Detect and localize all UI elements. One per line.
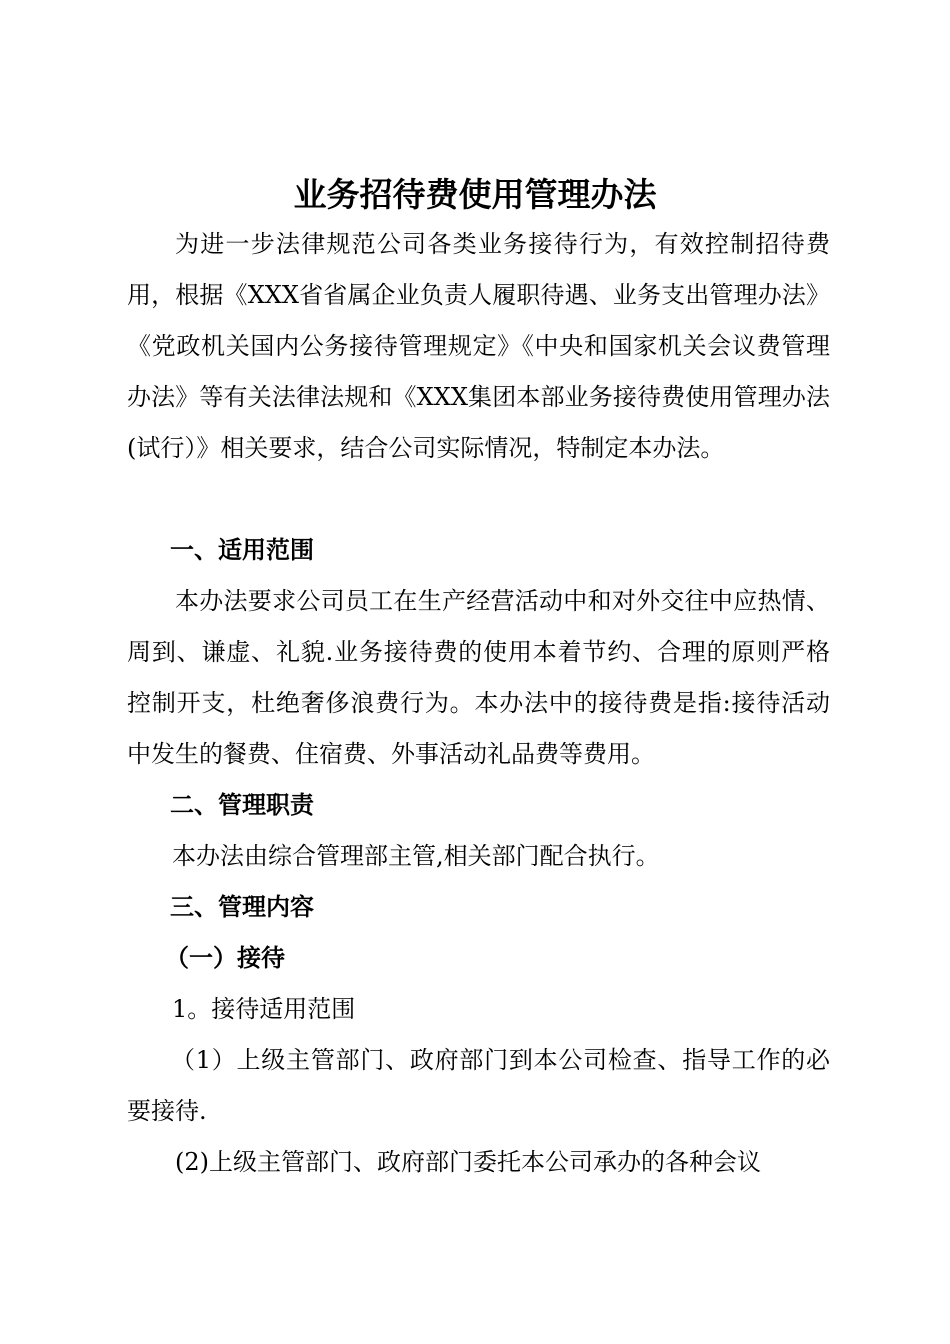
item-1-text: 1。接待适用范围	[172, 995, 356, 1023]
document-title: 业务招待费使用管理办法	[293, 175, 657, 214]
section-3-heading: 三、管理内容	[170, 893, 314, 921]
item-1-1-text: （1）上级主管部门、政府部门到本公司检查、指导工作的必要接待.	[127, 1046, 830, 1125]
section-2-heading: 二、管理职责	[170, 791, 314, 819]
subsection-1-heading: （一）接待	[165, 944, 285, 972]
section-1-heading: 一、适用范围	[170, 536, 314, 564]
section-2-paragraph: 本办法由综合管理部主管,相关部门配合执行。	[172, 842, 660, 870]
intro-paragraph: 为进一步法律规范公司各类业务接待行为，有效控制招待费用，根据《XXX省省属企业负责人履职待遇、业务支出管理办法》《党政机关国内公务接待管理规定》《中央和国家机关会议费管理办法》等有关法律法规和《XXX集团本部业务接待费使用管理办法(试行）》相关要求，结合公司实际情况，特制定本办法。	[127, 230, 830, 462]
section-1-paragraph: 本办法要求公司员工在生产经营活动中和对外交往中应热情、周到、谦虚、礼貌.业务接待费的使用本着节约、合理的原则严格控制开支，杜绝奢侈浪费行为。本办法中的接待费是指:接待活动中发生的餐费、住宿费、外事活动礼品费等费用。	[127, 587, 830, 768]
item-1-2-text: (2)上级主管部门、政府部门委托本公司承办的各种会议	[175, 1148, 761, 1176]
